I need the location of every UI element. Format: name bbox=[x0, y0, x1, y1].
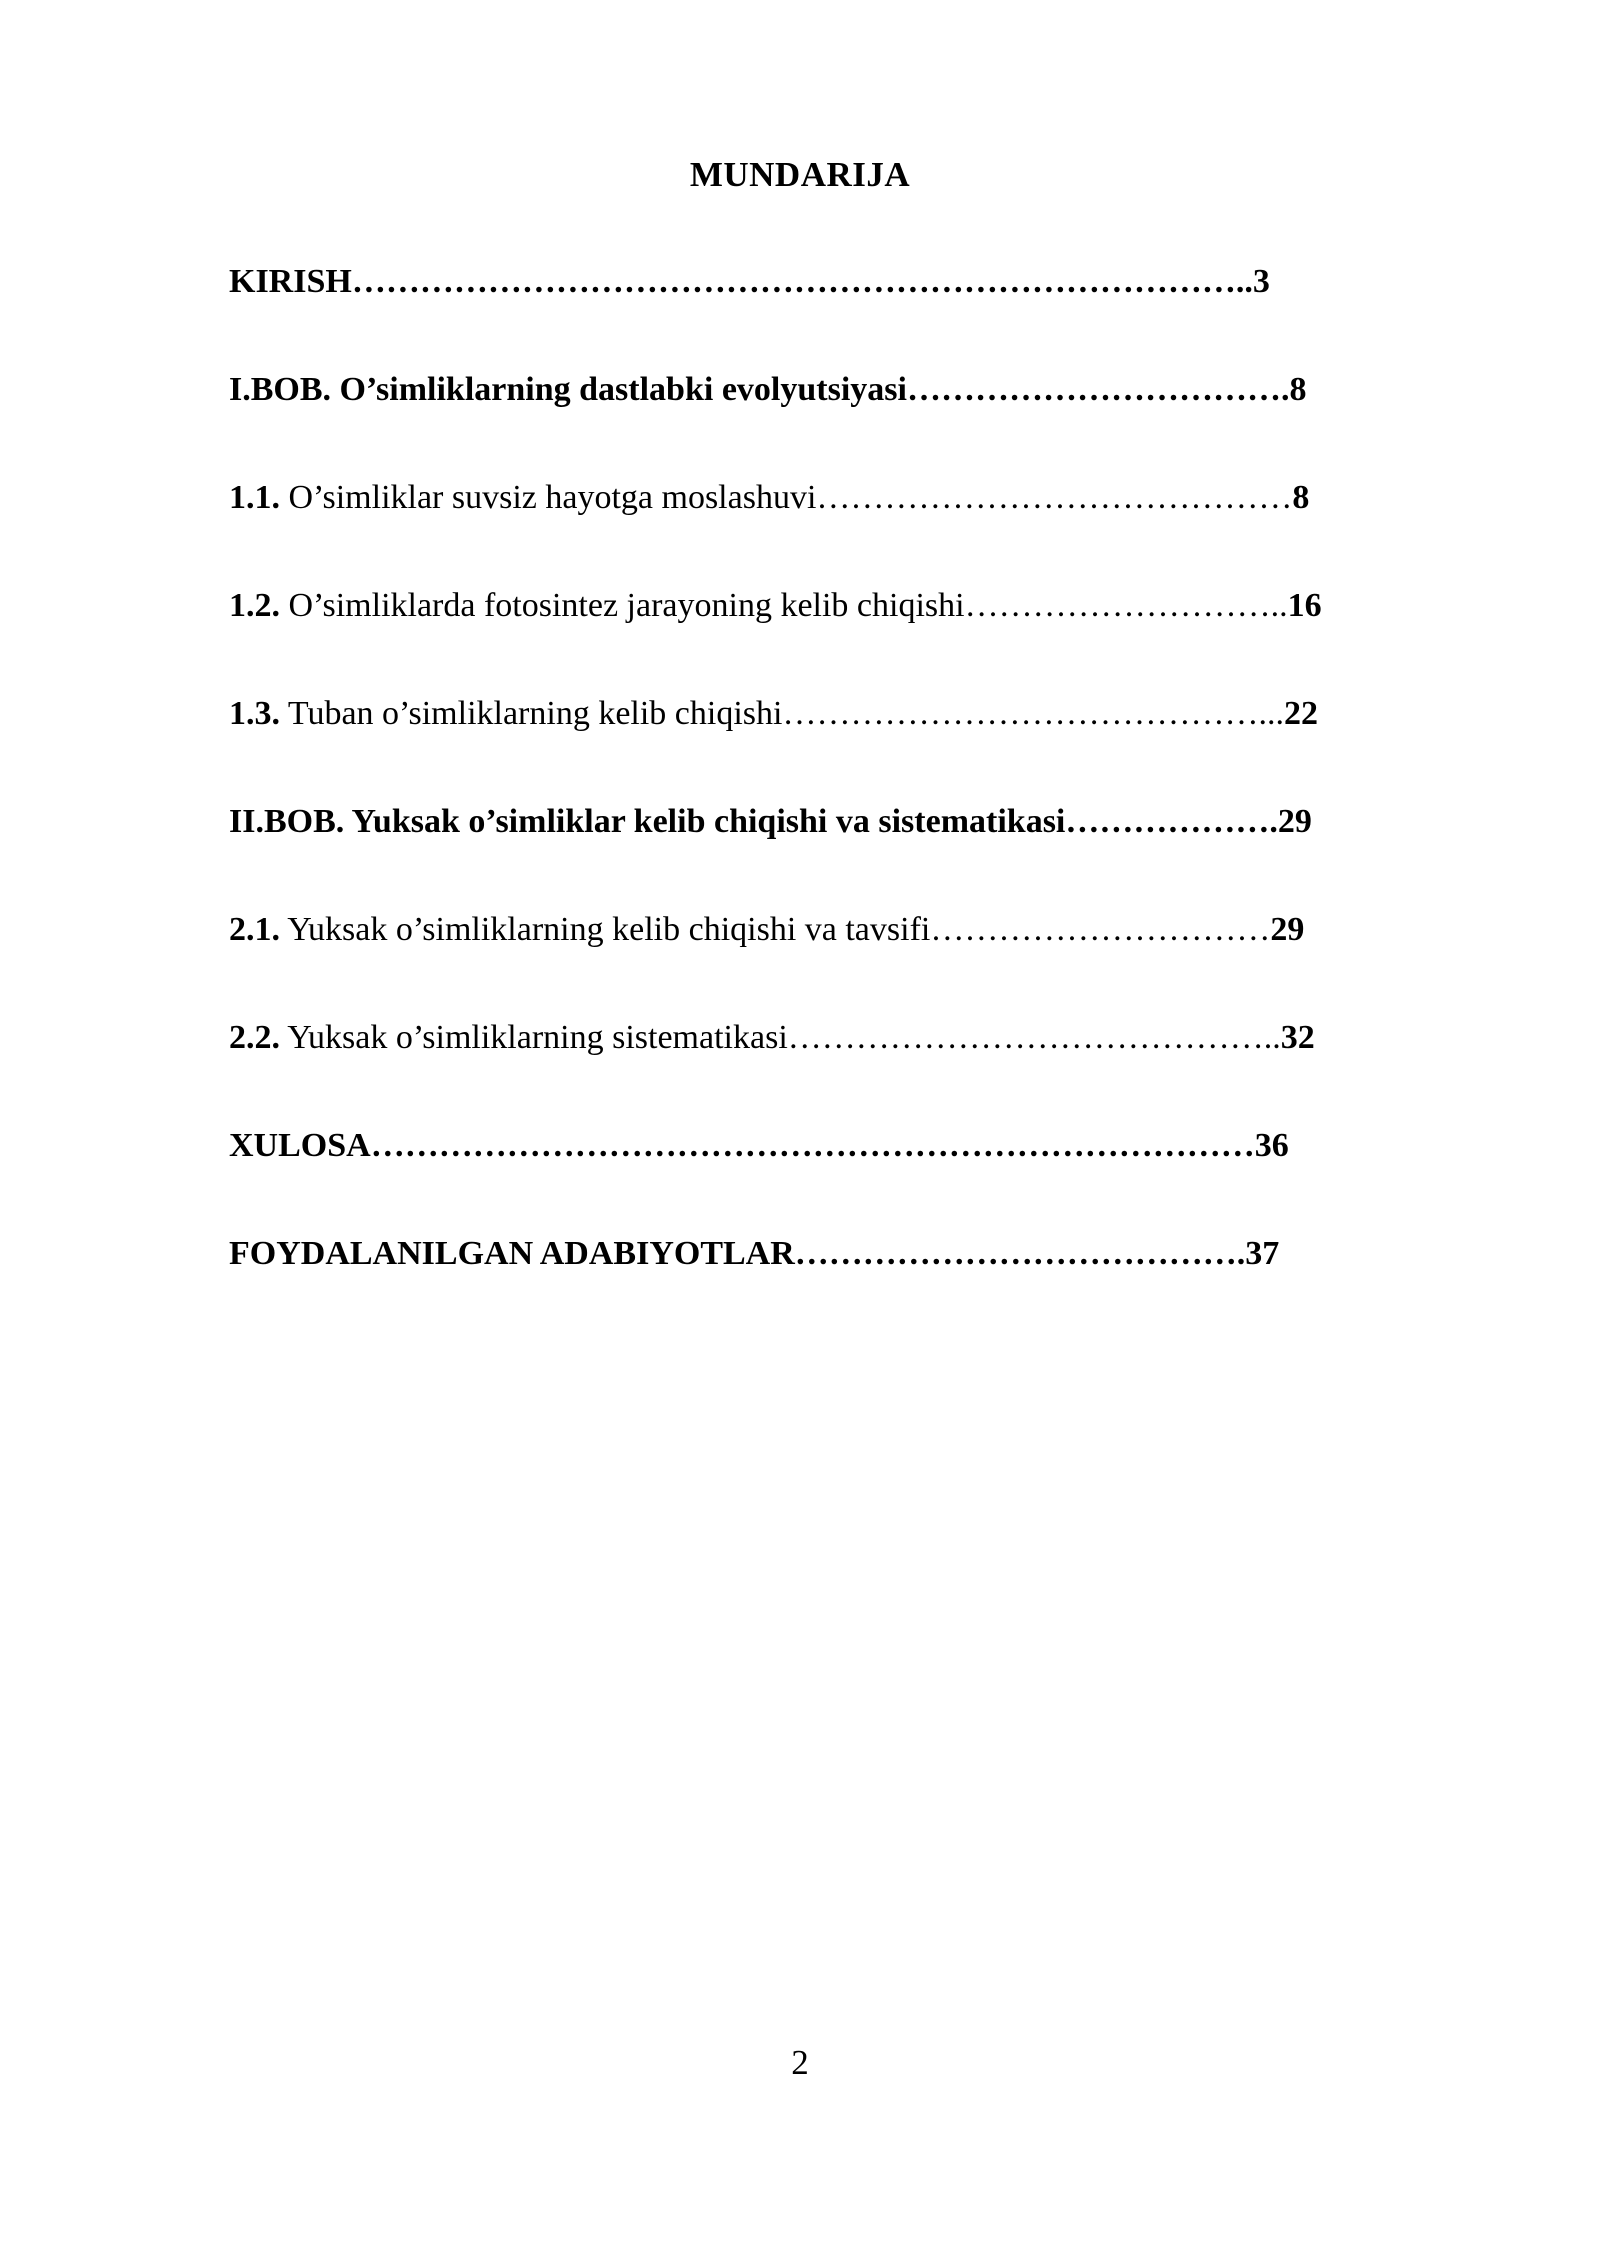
toc-entry-leader: ……………………….. bbox=[964, 587, 1288, 624]
toc-entry-chapter-2[interactable] bbox=[229, 798, 1445, 906]
toc-entry-page: 29 bbox=[1270, 911, 1305, 948]
toc-entry-leader: …………………………………………………………………… bbox=[370, 1127, 1255, 1164]
toc-entry-page: 8 bbox=[1292, 479, 1310, 516]
toc-entry-number: 2.2. bbox=[229, 1019, 280, 1056]
toc-entry-number: 1.1. bbox=[229, 479, 280, 516]
toc-entry-text: Yuksak o’simliklarning sistematikasi bbox=[280, 1019, 788, 1056]
toc-entry-adabiyotlar[interactable] bbox=[229, 1230, 1445, 1338]
toc-entry-page: 16 bbox=[1287, 587, 1322, 624]
toc-entry-text: O’simliklarda fotosintez jarayoning kelib chiqishi bbox=[280, 587, 965, 624]
toc-entry-text: KIRISH bbox=[229, 263, 352, 300]
toc-title bbox=[0, 151, 1600, 199]
toc-entry-1-2[interactable] bbox=[229, 582, 1445, 690]
toc-entry-xulosa[interactable] bbox=[229, 1122, 1445, 1230]
toc-entry-text: Yuksak o’simliklarning kelib chiqishi va tavsifi bbox=[280, 911, 931, 948]
toc-entry-1-1[interactable] bbox=[229, 474, 1445, 582]
toc-entry-leader: ……………………………. bbox=[906, 371, 1290, 408]
toc-entry-text: Tuban o’simliklarning kelib chiqishi bbox=[280, 695, 783, 732]
table-of-contents bbox=[229, 258, 1445, 1338]
toc-entry-text: II.BOB. Yuksak o’simliklar kelib chiqishi va sistematikasi bbox=[229, 803, 1066, 840]
toc-entry-number: 2.1. bbox=[229, 911, 280, 948]
toc-entry-page: 8 bbox=[1289, 371, 1307, 408]
page-number-text: 2 bbox=[791, 2043, 809, 2082]
toc-entry-page: 29 bbox=[1277, 803, 1312, 840]
toc-entry-number: 1.3. bbox=[229, 695, 280, 732]
toc-entry-2-2[interactable] bbox=[229, 1014, 1445, 1122]
toc-entry-page: 3 bbox=[1252, 263, 1270, 300]
toc-entry-leader: ………………. bbox=[1065, 803, 1278, 840]
toc-entry-page: 22 bbox=[1283, 695, 1318, 732]
toc-entry-text: O’simliklar suvsiz hayotga moslashuvi bbox=[280, 479, 817, 516]
toc-entry-leader: ………………………… bbox=[930, 911, 1271, 948]
toc-entry-chapter-1[interactable] bbox=[229, 366, 1445, 474]
toc-entry-leader: …………………………………………………………………….. bbox=[351, 263, 1253, 300]
toc-title-text: MUNDARIJA bbox=[689, 155, 911, 194]
toc-entry-page: 37 bbox=[1245, 1235, 1280, 1272]
toc-entry-text: FOYDALANILGAN ADABIYOTLAR bbox=[229, 1235, 795, 1272]
toc-entry-page: 32 bbox=[1280, 1019, 1315, 1056]
toc-entry-leader: …………………………………. bbox=[794, 1235, 1246, 1272]
toc-entry-leader: ……………………………………... bbox=[782, 695, 1284, 732]
toc-entry-kirish[interactable] bbox=[229, 258, 1445, 366]
toc-entry-leader: …………………………………….. bbox=[787, 1019, 1281, 1056]
toc-entry-page: 36 bbox=[1254, 1127, 1289, 1164]
toc-entry-2-1[interactable] bbox=[229, 906, 1445, 1014]
toc-entry-1-3[interactable] bbox=[229, 690, 1445, 798]
toc-entry-text: I.BOB. O’simliklarning dastlabki evolyutsiyasi bbox=[229, 371, 907, 408]
toc-entry-text: XULOSA bbox=[229, 1127, 371, 1164]
toc-entry-number: 1.2. bbox=[229, 587, 280, 624]
page-number bbox=[0, 2039, 1600, 2087]
toc-entry-leader: …………………………………… bbox=[816, 479, 1293, 516]
